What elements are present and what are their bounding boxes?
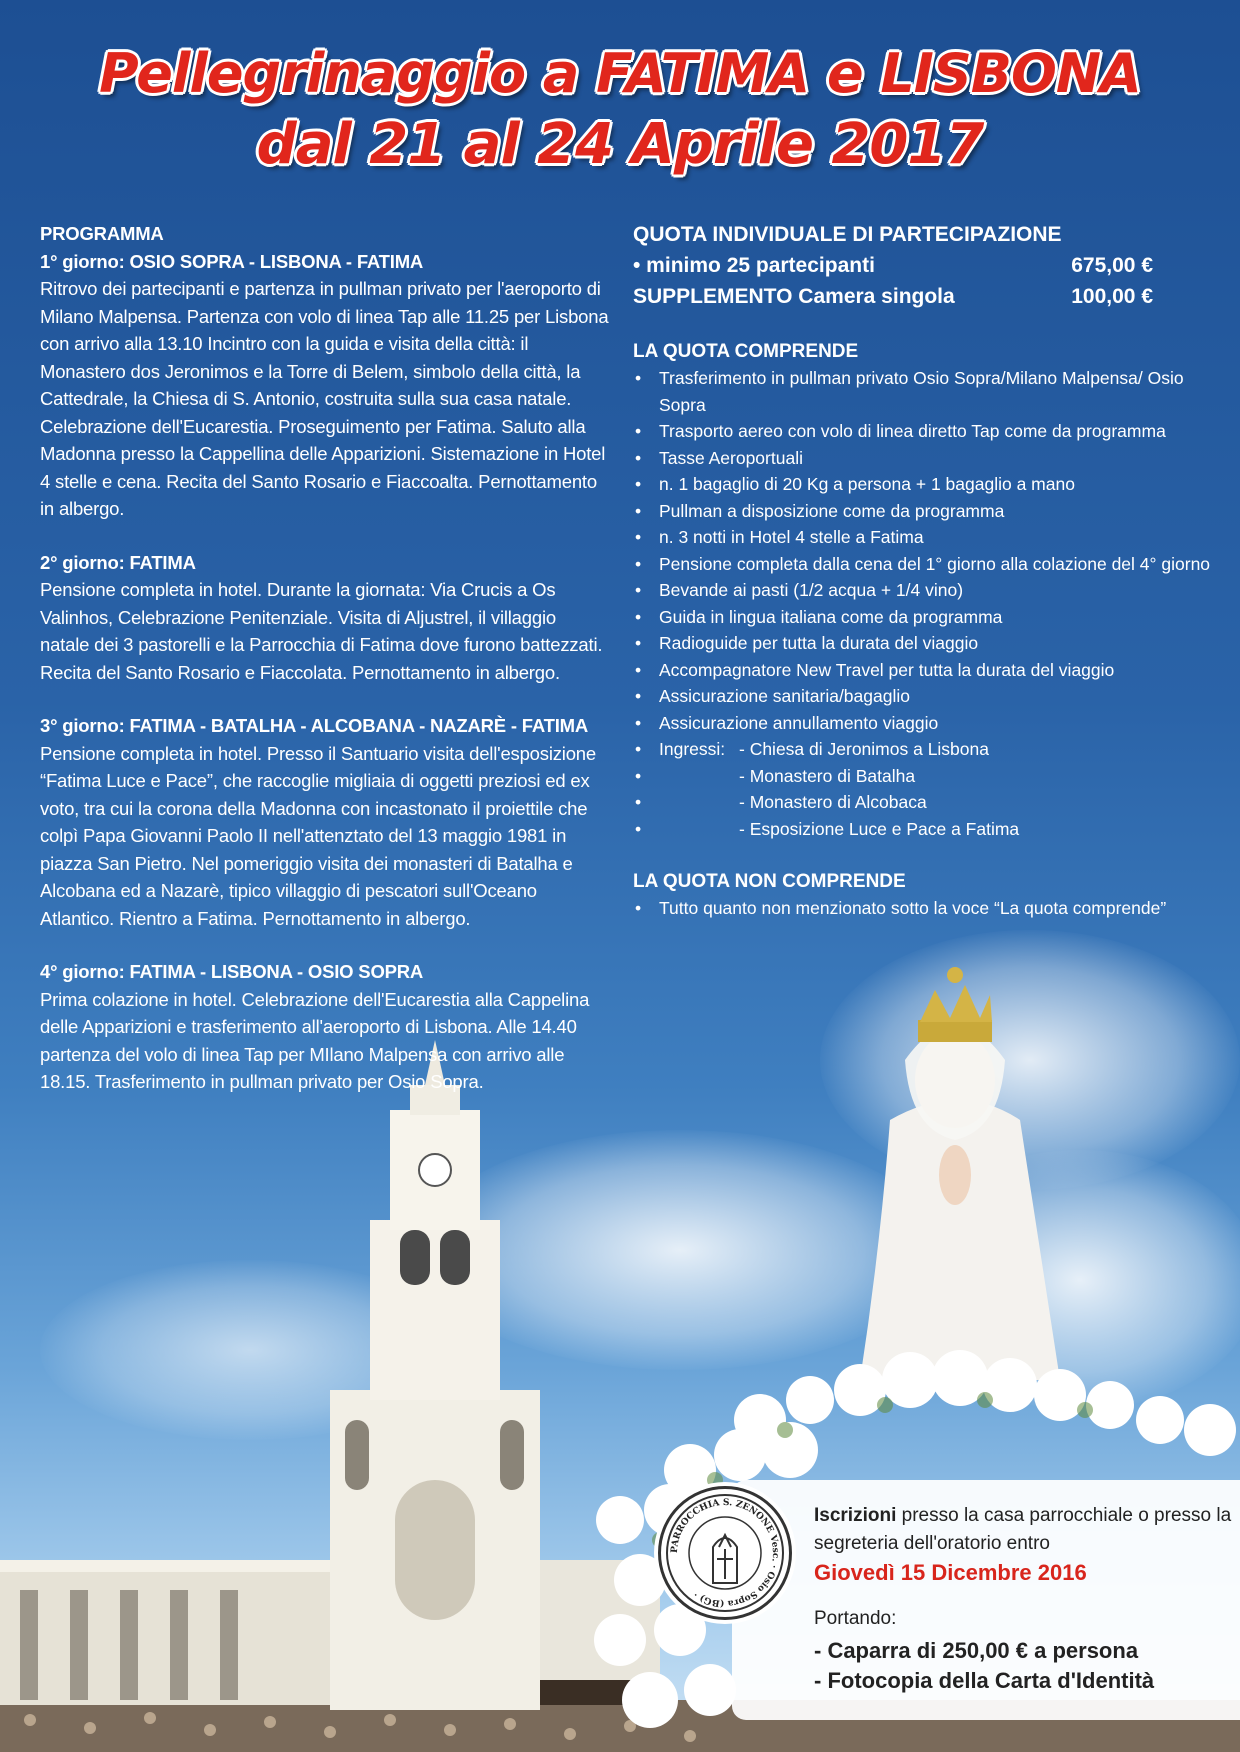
iscrizioni-box — [732, 1480, 1240, 1720]
requirements-list — [814, 1636, 1154, 1696]
poster-dates: dal 21 al 24 Aprile 2017 — [256, 112, 984, 177]
ingressi-item: • - Esposizione Luce e Pace a Fatima — [633, 816, 1213, 843]
price-label: • minimo 25 partecipanti — [633, 254, 875, 277]
price-value: 675,00 € — [1071, 254, 1153, 277]
list-item: • n. 1 bagaglio di 20 Kg a persona + 1 bagaglio a mano — [633, 471, 1213, 498]
day-title: 3° giorno: FATIMA - BATALHA - ALCOBANA - NAZARÈ - FATIMA — [40, 715, 589, 736]
day-title: 4° giorno: FATIMA - LISBONA - OSIO SOPRA — [40, 961, 424, 982]
non-comprende-heading: LA QUOTA NON COMPRENDE — [633, 871, 906, 892]
list-item: • Tasse Aeroportuali — [633, 445, 1213, 472]
list-item: • Trasferimento in pullman privato Osio Sopra/Milano Malpensa/ Osio Sopra — [633, 365, 1213, 418]
quota-column — [633, 220, 1213, 922]
seal-emblem-icon — [661, 1489, 789, 1617]
ingressi-item: • - Monastero di Alcobaca — [633, 789, 1213, 816]
list-item: • Assicurazione annullamento viaggio — [633, 710, 1213, 737]
iscrizioni-text — [814, 1502, 1234, 1558]
price-row — [633, 250, 1213, 281]
requirement-item: - Caparra di 250,00 € a persona — [814, 1638, 1139, 1663]
list-item: • Pensione completa dalla cena del 1° giorno alla colazione del 4° giorno — [633, 551, 1213, 578]
quota-heading: QUOTA INDIVIDUALE DI PARTECIPAZIONE — [633, 223, 1062, 246]
list-item: • Radioguide per tutta la durata del viaggio — [633, 630, 1213, 657]
price-label: SUPPLEMENTO Camera singola — [633, 285, 955, 308]
day-4 — [40, 958, 610, 1096]
day-text: Pensione completa in hotel. Presso il Santuario visita dell'esposizione “Fatima Luce e Pace”, che raccoglie migliaia di oggetti preziosi ed ex voto, tra cui la corona della Madonna con incastonato il proiettile che colpì Papa Giovanni Paolo II nell'attenztato del 13 maggio 1981 in piazza San Pietro. Nel pomeriggio visita dei monasteri di Batalha e Alcobana ed a Nazarè, tipico villaggio di pescatori sull'Oceano Atlantico. Rientro a Fatima. Pernottamento in albergo. — [40, 742, 596, 929]
list-item: • Guida in lingua italiana come da programma — [633, 604, 1213, 631]
price-row — [633, 281, 1213, 312]
list-item: • Pullman a disposizione come da programma — [633, 498, 1213, 525]
ingressi-item: - Chiesa di Jeronimos a Lisbona — [739, 739, 989, 759]
iscrizioni-details: presso la casa parrocchiale o presso la segreteria dell'oratorio entro — [814, 1505, 1232, 1554]
price-value: 100,00 € — [1071, 285, 1153, 308]
comprende-heading: LA QUOTA COMPRENDE — [633, 341, 859, 362]
ingressi-item: • - Monastero di Batalha — [633, 763, 1213, 790]
day-title: 2° giorno: FATIMA — [40, 551, 196, 573]
list-item-ingressi — [633, 736, 1213, 763]
day-title: 1° giorno: OSIO SOPRA - LISBONA - FATIMA — [40, 250, 424, 272]
non-comprende-list — [633, 895, 1213, 922]
programma-column — [40, 220, 610, 1122]
day-text: Pensione completa in hotel. Durante la giornata: Via Crucis a Os Valinhos, Celebrazione Penitenziale. Visita di Aljustrel, il villaggio natale dei 3 pastorelli e la Parrocchia di Fatima dove furono battezzati. Recita del Santo Rosario e Fiaccolata. Pernottamento in albergo. — [40, 579, 603, 683]
basilica-tower-image — [330, 1040, 540, 1710]
day-text: Ritrovo dei partecipanti e partenza in pullman privato per l'aeroporto di Milano Malpensa. Partenza con volo di linea Tap alle 11.25 per Lisbona con arrivo alla 13.10 Incintro con la guida e visita della città: il Monastero dos Jeronimos e la Torre di Belem, simbolo della città, la Cattedrale, la Chiesa di S. Antonio, costruita sulla sua casa natale. Celebrazione dell'Eucarestia. Proseguimento per Fatima. Saluto alla Madonna presso la Cappellina delle Apparizioni. Sistemazione in Hotel 4 stelle e cena. Recita del Santo Rosario e Fiaccoalta. Pernottamento in albergo. — [40, 278, 609, 519]
poster-title: Pellegrinaggio a FATIMA e LISBONA — [99, 42, 1141, 105]
list-item: • Accompagnatore New Travel per tutta la durata del viaggio — [633, 657, 1213, 684]
svg-text:PARROCCHIA S. ZENONE Vesc. · O: PARROCCHIA S. ZENONE Vesc. · Osio Sopra (BG) · — [669, 1497, 781, 1609]
list-item: • Assicurazione sanitaria/bagaglio — [633, 683, 1213, 710]
list-item: • n. 3 notti in Hotel 4 stelle a Fatima — [633, 524, 1213, 551]
madonna-statue-image — [860, 967, 1060, 1380]
list-item: • Trasporto aereo con volo di linea diretto Tap come da programma — [633, 418, 1213, 445]
parish-seal-logo — [658, 1486, 792, 1620]
ingressi-label: • Ingressi: — [659, 739, 726, 759]
day-2 — [40, 549, 610, 687]
portando-label: Portando: — [814, 1608, 897, 1629]
list-item: • Bevande ai pasti (1/2 acqua + 1/4 vino) — [633, 577, 1213, 604]
list-item: • Tutto quanto non menzionato sotto la voce “La quota comprende” — [633, 895, 1213, 922]
comprende-list — [633, 365, 1213, 842]
day-3 — [40, 712, 610, 932]
requirement-item: - Fotocopia della Carta d'Identità — [814, 1668, 1155, 1693]
programma-heading: PROGRAMMA — [40, 223, 164, 244]
iscrizioni-label: Iscrizioni — [814, 1505, 897, 1526]
iscrizioni-deadline: Giovedì 15 Dicembre 2016 — [814, 1560, 1087, 1585]
day-text: Prima colazione in hotel. Celebrazione dell'Eucarestia alla Cappelina delle Apparizioni e trasferimento all'aeroporto di Lisbona. Alle 14.40 partenza del volo di linea Tap per MIlano Malpensa con arrivo alle 18.15. Trasferimento in pullman privato per Osio Sopra. — [40, 988, 590, 1092]
day-1 — [40, 248, 610, 523]
